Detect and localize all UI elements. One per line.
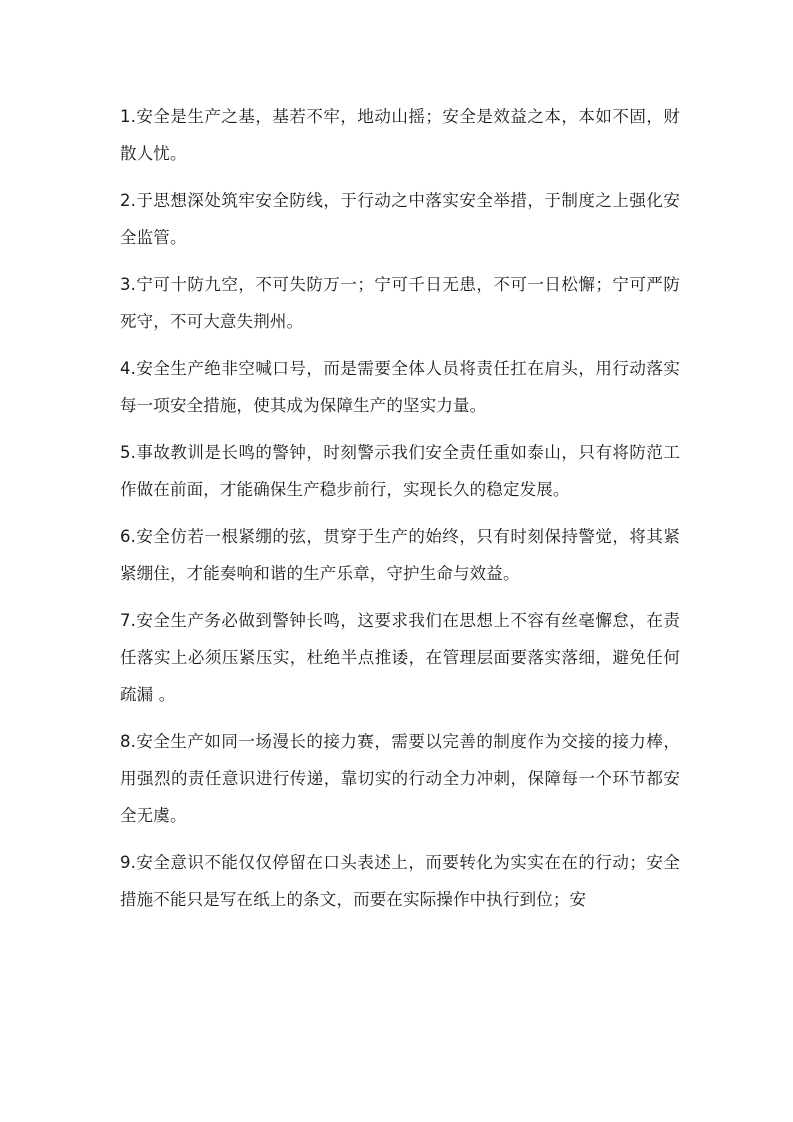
paragraph-3: 3.宁可十防九空，不可失防万一；宁可千日无患，不可一日松懈；宁可严防死守，不可大意失荆州。 <box>120 275 680 331</box>
paragraph-4: 4.安全生产绝非空喊口号，而是需要全体人员将责任扛在肩头，用行动落实每一项安全措施，使其成为保障生产的坚实力量。 <box>120 359 680 415</box>
paragraph-5: 5.事故教训是长鸣的警钟，时刻警示我们安全责任重如泰山，只有将防范工作做在前面，才能确保生产稳步前行，实现长久的稳定发展。 <box>120 443 680 499</box>
paragraph-8: 8.安全生产如同一场漫长的接力赛，需要以完善的制度作为交接的接力棒，用强烈的责任意识进行传递，靠切实的行动全力冲刺，保障每一个环节都安全无虞。 <box>120 732 680 825</box>
paragraph-1: 1.安全是生产之基，基若不牢，地动山摇；安全是效益之本，本如不固，财散人忧。 <box>120 107 680 163</box>
paragraph-2: 2.于思想深处筑牢安全防线，于行动之中落实安全举措，于制度之上强化安全监管。 <box>120 191 680 247</box>
paragraph-6: 6.安全仿若一根紧绷的弦，贯穿于生产的始终，只有时刻保持警觉，将其紧紧绷住，才能奏响和谐的生产乐章，守护生命与效益。 <box>120 527 680 583</box>
paragraph-7: 7.安全生产务必做到警钟长鸣，这要求我们在思想上不容有丝毫懈怠，在责任落实上必须压紧压实，杜绝半点推诿，在管理层面要落实落细，避免任何疏漏 。 <box>120 611 680 704</box>
paragraph-9: 9.安全意识不能仅仅停留在口头表述上，而要转化为实实在在的行动；安全措施不能只是写在纸上的条文，而要在实际操作中执行到位；安 <box>120 853 680 909</box>
document-body <box>120 98 680 918</box>
